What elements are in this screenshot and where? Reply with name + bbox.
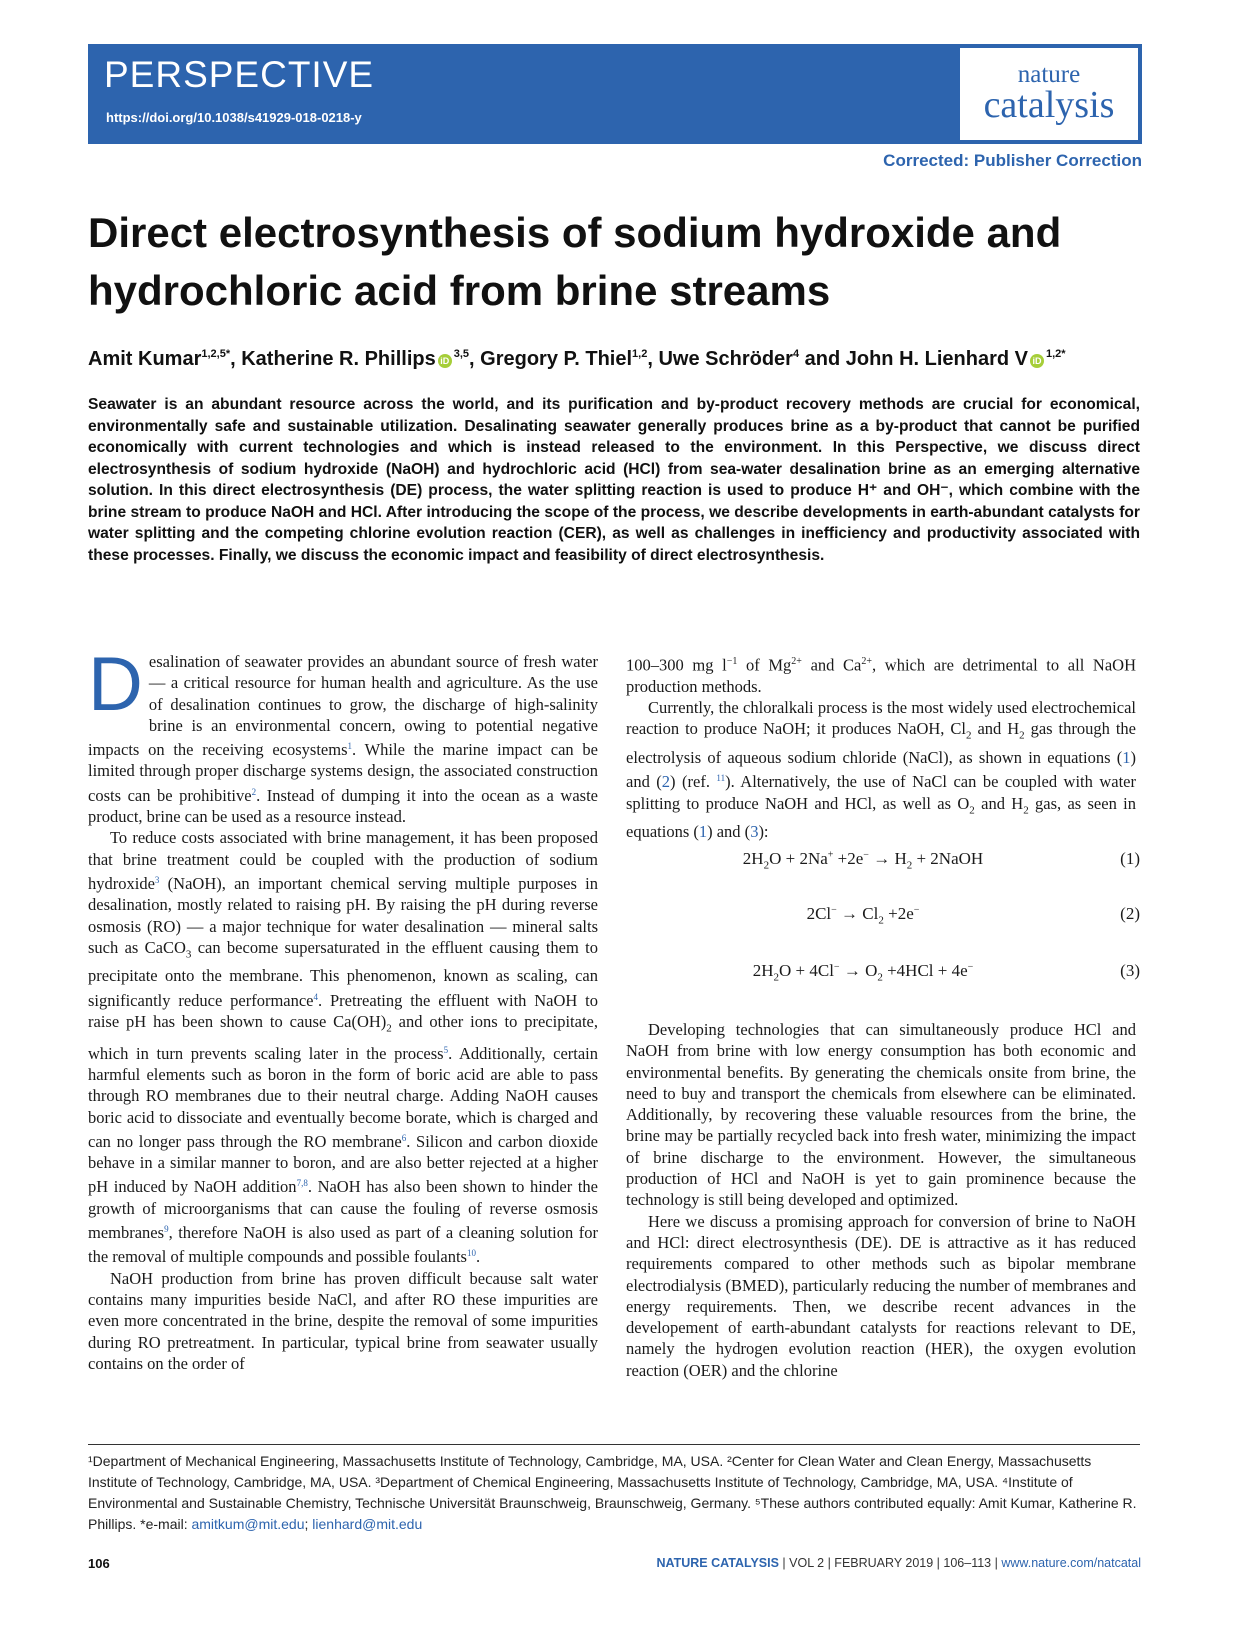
subscript: 3: [185, 948, 192, 961]
subscript: 2: [877, 971, 883, 984]
paragraph-2: [88, 827, 598, 1267]
equation-ref[interactable]: 1: [698, 822, 708, 842]
citation-ref[interactable]: 9: [164, 1224, 169, 1235]
subscript: 2: [773, 971, 779, 984]
paragraph-6: Developing technologies that can simultaneously produce HCl and NaOH from brine with low energy consumption has both economic and environmental benefits. By generating the chemicals onsite from brine, the need to buy and transport the chemicals from elsewhere can be eliminated. Additionally, by recovering these valuable resources from the brine, the brine may be partially recycled back into fresh water, minimizing the impact of brine discharge to the environment. However, the simultaneous production of HCl and NaOH is yet to gain prominence because the technology is still being developed and optimized.: [626, 1020, 1136, 1210]
email-separator: ;: [304, 1516, 313, 1532]
orcid-icon[interactable]: iD: [1030, 354, 1044, 368]
paragraph-7: Here we discuss a promising approach for conversion of brine to NaOH and HCl: direct electrosynthesis (DE). DE is attractive as it has reduced requirements compared to other methods such as bipolar membrane electrodialysis (BMED), particularly reducing the number of membranes and energy requirements. Then, we describe recent advances in the developement of earth-abundant catalysts for reactions relevant to DE, namely the hydrogen evolution reaction (HER), the oxygen evolution reaction (OER) and the chlorine: [626, 1211, 1136, 1380]
journal-logo: [960, 48, 1138, 140]
text-run: .: [475, 1247, 481, 1267]
text-run: → Cl: [836, 904, 879, 923]
text-run: 2Cl: [806, 904, 832, 923]
correction-link[interactable]: Corrected: Publisher Correction: [883, 151, 1142, 170]
drop-cap: D: [88, 642, 143, 727]
text-run: . Pretreating the effluent with NaOH to raise pH has been shown to cause Ca(OH): [88, 990, 599, 1032]
text-run: of Mg: [737, 655, 792, 675]
superscript: −: [831, 904, 837, 916]
text-run: +2e: [833, 849, 864, 868]
paragraph-1-text: [88, 642, 598, 827]
text-run: To reduce costs associated with brine management, it has been proposed that brine treatment could be coupled with the production of sodium hydroxide: [88, 828, 598, 893]
abstract: Seawater is an abundant resource across the world, and its purification and by-product recovery methods are crucial for economical, environmentally safe and sustainable utilization. Desalinating seawater generally produces brine as a by-product that cannot be purified economically with current technologies and which is instead released to the environment. In this Perspective, we discuss direct electrosynthesis of sodium hydroxide (NaOH) and hydrochloric acid (HCl) from sea-water desalination brine as an emerging alternative solution. In this direct electrosynthesis (DE) process, the water splitting reaction is used to produce H⁺ and OH⁻, which combine with the brine stream to produce NaOH and HCl. After introducing the scope of the process, we describe developments in earth-abundant catalysts for water splitting and the competing chlorine evolution reaction (CER), as well as challenges in inefficiency and productivity associated with these processes. Finally, we discuss the economic impact and feasibility of direct electrosynthesis.: [88, 396, 1140, 564]
text-run: ) and (: [707, 822, 751, 842]
body-column-right-top: [626, 651, 1136, 842]
subscript: 2: [965, 729, 972, 742]
text-run: and other ions to precipitate, which in turn prevents scaling later in the process: [88, 1012, 598, 1063]
subscript: 2: [1019, 729, 1025, 742]
text-run: 100–300 mg l: [626, 655, 727, 675]
equation-ref[interactable]: 1: [1122, 747, 1131, 767]
text-run: . Silicon and carbon dioxide behave in a similar manner to boron, and are also better rejected at a higher pH induced by NaOH addition: [88, 1131, 598, 1197]
superscript: −1: [726, 656, 738, 667]
author-separator: ,: [230, 348, 242, 370]
text-run: . Instead of dumping it into the ocean as a waste product, brine can be used as a resource instead.: [88, 785, 598, 827]
text-run: ). Alternatively, the use of NaCl can be coupled with water splitting to produce NaOH and HCl, as well as O: [626, 772, 1136, 813]
text-run: Currently, the chloralkali process is the most widely used electrochemical reaction to produce NaOH; it produces NaOH, Cl: [626, 698, 1136, 739]
text-run: . NaOH has also been shown to hinder the growth of microorganisms that can cause the fouling of reverse osmosis membranes: [88, 1177, 598, 1243]
text-run: gas, as seen in equations (: [626, 793, 1136, 842]
text-run: + 2NaOH: [912, 849, 984, 868]
affiliations-text: ¹Department of Mechanical Engineering, Massachusetts Institute of Technology, Cambridge, MA, USA. ²Center for Clean Water and Clean Energy, Massachusetts Institute of Technology, Cambridge, MA, USA. ³Department of Chemical Engineering, Massachusetts Institute of Technology, Cambridge, MA, USA. ⁴Institute of Environmental and Sustainable Chemistry, Technische Universität Braunschweig, Braunschweig, Germany. ⁵These authors contributed equally: Amit Kumar, Katherine R. Phillips. *e-mail:: [88, 1453, 1137, 1532]
author-list: [88, 348, 1168, 371]
equation-2-expression: [606, 904, 1120, 926]
author-name: John H. Lienhard V: [845, 348, 1028, 370]
equation-ref[interactable]: 3: [750, 822, 759, 842]
journal-logo-line1: nature: [1017, 61, 1081, 88]
page-number: 106: [88, 1556, 110, 1571]
paragraph-3: [88, 1268, 598, 1374]
email-link-kumar[interactable]: amitkum@mit.edu: [191, 1516, 305, 1532]
author-name: Amit Kumar: [88, 348, 202, 370]
equation-1-number: (1): [1120, 849, 1140, 868]
text-run: and Ca: [801, 655, 862, 675]
text-run: and H: [974, 793, 1024, 813]
superscript: +: [827, 849, 834, 861]
equation-3-expression: [606, 961, 1120, 983]
text-run: , which are detrimental to all NaOH production methods.: [626, 655, 1136, 696]
equation-3-number: (3): [1120, 961, 1140, 980]
superscript: 2+: [861, 656, 873, 667]
article-type: PERSPECTIVE: [104, 54, 375, 95]
author-name: Gregory P. Thiel: [480, 348, 633, 370]
author-affiliation-marker: 1,2*: [1046, 348, 1066, 360]
journal-name: NATURE CATALYSIS: [656, 1556, 779, 1570]
subscript: 2: [1023, 803, 1029, 816]
citation-ref[interactable]: 1: [347, 741, 353, 752]
subscript: 2: [969, 803, 975, 816]
author-affiliation-marker: 1,2: [632, 348, 648, 360]
author-separator: and: [799, 348, 846, 370]
citation-ref[interactable]: 2: [251, 786, 257, 797]
text-run: esalination of seawater provides an abundant source of fresh water — a critical resource for human health and agriculture. As the use of desalination continues to grow, the discharge of high-salinity brine is an environmental concern, owing to potential negative impacts on the receiving ecosystems: [88, 652, 598, 760]
journal-url[interactable]: www.nature.com/natcatal: [1001, 1556, 1141, 1570]
author-name: Uwe Schröder: [658, 348, 793, 370]
author-affiliation-marker: 1,2,5*: [201, 348, 231, 360]
text-run: +2e: [883, 904, 914, 923]
doi-link[interactable]: https://doi.org/10.1038/s41929-018-0218-y: [106, 110, 362, 125]
text-run: O + 4Cl: [778, 961, 834, 980]
paragraph-5: [626, 697, 1136, 842]
citation-ref[interactable]: 4: [313, 991, 319, 1002]
text-run: ) (ref.: [670, 772, 717, 792]
text-run: NaOH production from brine has proven difficult because salt water contains many impurities beside NaCl, and after RO these impurities are even more concentrated in the brine, despite the removal of some impurities during RO pretreatment. In particular, typical brine from seawater usually contains on the order of: [88, 1268, 598, 1373]
citation-ref[interactable]: 11: [716, 773, 726, 784]
affiliations: [88, 1451, 1140, 1535]
text-run: ):: [758, 822, 769, 842]
author-separator: ,: [469, 348, 481, 370]
text-run: and H: [971, 719, 1020, 739]
body-column-left: [88, 642, 599, 1374]
text-run: → H: [868, 849, 907, 868]
equation-1-expression: [606, 849, 1120, 871]
text-run: can become supersaturated in the effluent causing them to precipitate onto the membrane. This phenomenon, known as scaling, can significantly reduce performance: [88, 937, 598, 1010]
equation-2-number: (2): [1120, 904, 1140, 923]
citation-ref[interactable]: 10: [466, 1248, 476, 1259]
journal-logo-line2: catalysis: [983, 84, 1115, 126]
text-run: 2H: [742, 849, 764, 868]
author-affiliation-marker: 3,5: [453, 348, 470, 360]
header-banner: [88, 44, 1142, 144]
citation-ref[interactable]: 3: [154, 874, 160, 885]
text-run: , therefore NaOH is also used as part of a cleaning solution for the removal of multiple compounds and possible foulants: [88, 1223, 598, 1267]
author-name: Katherine R. Phillips: [241, 348, 436, 370]
author-affiliation-marker: 4: [792, 348, 800, 360]
body-column-right-bottom: [626, 1019, 1136, 1381]
superscript: −: [967, 961, 974, 973]
text-run: . Additionally, certain harmful elements such as boron in the form of boric acid are able to pass through RO membranes due to their neutral charge. Adding NaOH causes boric acid to dissociate and eventually become borate, which is charged and can no longer pass through the RO membrane: [88, 1043, 599, 1151]
text-run: 2H: [752, 961, 774, 980]
subscript: 2: [386, 1022, 392, 1035]
paragraph-4: [626, 651, 1136, 697]
journal-footer: [656, 1556, 1141, 1570]
citation-ref[interactable]: 6: [401, 1132, 407, 1143]
paragraph-1: [88, 642, 598, 827]
text-run: (NaOH), an important chemical serving multiple purposes in desalination, mostly related to raising pH. By raising the pH during reverse osmosis (RO) — a major technique for water desalination — mineral salts such as CaCO: [88, 873, 598, 957]
superscript: −: [863, 849, 869, 861]
text-run: O + 2Na: [769, 849, 828, 868]
subscript: 2: [878, 914, 884, 927]
email-link-lienhard[interactable]: lienhard@mit.edu: [312, 1516, 423, 1532]
text-run: → O: [839, 961, 878, 980]
text-run: . While the marine impact can be limited through proper discharge systems design, the associated construction costs can be prohibitive: [88, 740, 598, 805]
text-run: +4HCl + 4e: [882, 961, 968, 980]
superscript: −: [913, 904, 920, 916]
superscript: 2+: [791, 656, 802, 667]
orcid-icon[interactable]: iD: [438, 354, 452, 368]
equation-ref[interactable]: 2: [661, 772, 671, 792]
issue-info: | VOL 2 | FEBRUARY 2019 | 106–113 |: [778, 1556, 1002, 1570]
text-run: ) and (: [626, 747, 1136, 792]
citation-ref[interactable]: 5: [443, 1044, 449, 1055]
superscript: −: [833, 961, 840, 973]
subscript: 2: [906, 859, 913, 872]
author-separator: ,: [647, 348, 659, 370]
subscript: 2: [763, 859, 770, 872]
citation-ref[interactable]: 7,8: [296, 1178, 308, 1189]
text-run: gas through the electrolysis of aqueous sodium chloride (NaCl), as shown in equations (: [626, 719, 1136, 767]
article-title: Direct electrosynthesis of sodium hydroxide and hydrochloric acid from brine streams: [88, 209, 1062, 314]
footnote-divider: [88, 1444, 1140, 1445]
